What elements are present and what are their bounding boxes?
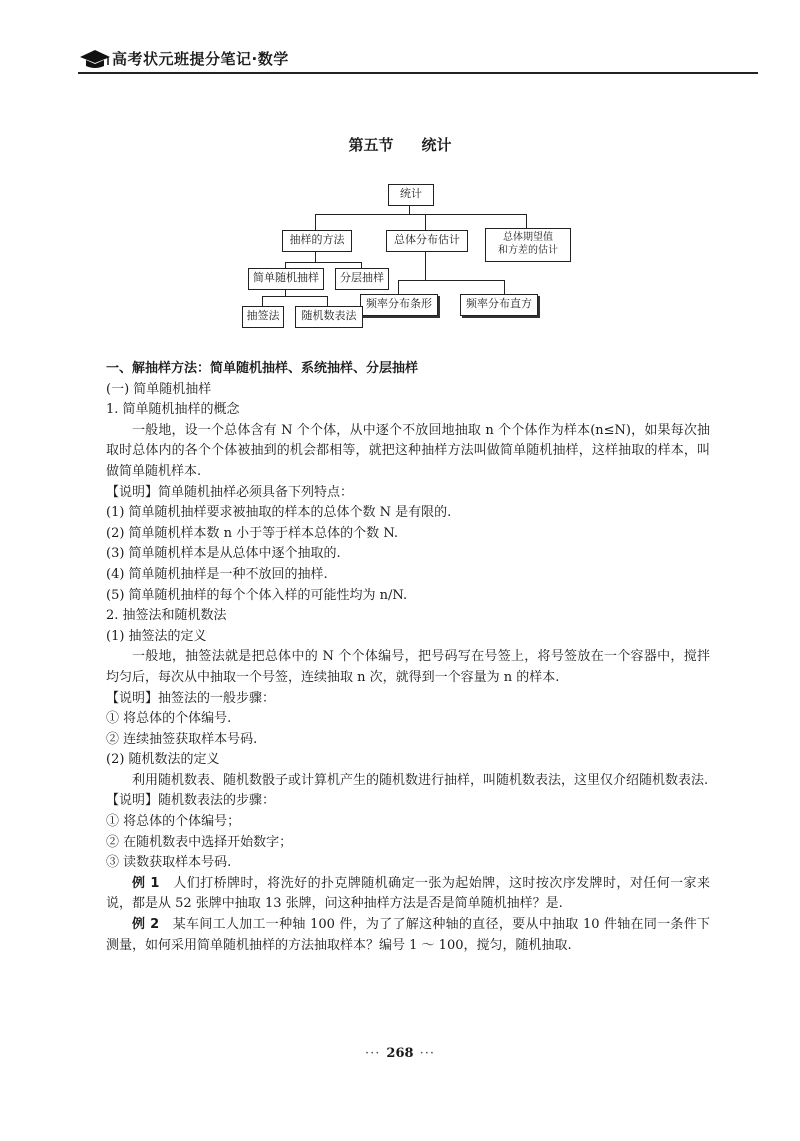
node-simple-random: 简单随机抽样 — [248, 268, 324, 290]
connector — [504, 280, 505, 294]
connector — [327, 296, 328, 306]
note-lottery-steps: 【说明】抽签法的一般步骤： — [106, 690, 276, 706]
lottery-step-1: ① 将总体的个体编号. — [106, 711, 232, 727]
connector — [262, 296, 263, 306]
section-title — [0, 134, 800, 155]
connector — [285, 262, 362, 263]
paragraph-lottery: 一般地，抽签法就是把总体中的 N 个个体编号，把号码写在号签上，将号签放在一个容器中，搅拌均匀后，每次从中抽取一个号签，连续抽取 n 次，就得到一个容量为 n 的样本. — [106, 649, 710, 685]
graduation-cap-icon — [78, 48, 112, 70]
example-2-label: 例 2 — [132, 917, 160, 933]
page-number-dots-left: ··· — [365, 1046, 381, 1061]
node-expectation-variance — [485, 228, 571, 262]
heading-sampling-methods: 一、解抽样方法：简单随机抽样、系统抽样、分层抽样 — [106, 361, 419, 376]
feature-3: (3) 简单随机样本是从总体中逐个抽取的. — [106, 546, 341, 562]
connector — [398, 280, 399, 294]
node-expectation-line1: 总体期望值 — [503, 232, 553, 243]
connector — [425, 214, 426, 230]
connector — [315, 214, 527, 215]
connector — [425, 250, 426, 280]
example-1 — [106, 874, 710, 915]
item-lottery-definition: (1) 抽签法的定义 — [106, 628, 207, 644]
subheading-simple-random: (一) 简单随机抽样 — [106, 381, 212, 397]
paragraph-definition: 一般地，设一个总体含有 N 个个体，从中逐个不放回地抽取 n 个个体作为样本(n≤N)，如果每次抽取时总体内的各个个体被抽到的机会都相等，就把这种抽样方法叫做简单随机抽样，这样抽取的样本，叫做简单随机样本. — [106, 422, 710, 479]
example-1-label: 例 1 — [132, 875, 160, 891]
node-statistics: 统计 — [388, 184, 434, 206]
node-lottery: 抽签法 — [242, 306, 284, 328]
main-text — [106, 359, 710, 956]
node-random-table: 随机数表法 — [295, 306, 363, 328]
connector — [398, 280, 505, 281]
page-number-value: 268 — [386, 1046, 414, 1061]
header-title: 高考状元班提分笔记·数学 — [112, 50, 289, 68]
feature-2: (2) 简单随机样本数 n 小于等于样本总体的个数 N. — [106, 525, 398, 541]
node-frequency-bar: 频率分布条形 — [360, 294, 438, 316]
node-stratified: 分层抽样 — [335, 268, 389, 290]
paragraph-random-table: 利用随机数表、随机数骰子或计算机产生的随机数进行抽样，叫随机数表法，这里仅介绍随机数表法. — [132, 772, 709, 788]
concept-diagram — [220, 182, 600, 332]
example-1-text: 人们打桥牌时，将洗好的扑克牌随机确定一张为起始牌，这时按次序发牌时，对任何一家来说，都是从 52 张牌中抽取 13 张牌，问这种抽样方法是否是简单随机抽样？是. — [106, 875, 710, 912]
feature-5: (5) 简单随机抽样的每个个体入样的可能性均为 n/N. — [106, 587, 408, 603]
item-concept: 1. 简单随机抽样的概念 — [106, 402, 240, 418]
node-frequency-histogram: 频率分布直方 — [460, 294, 538, 316]
page-number-dots-right: ··· — [419, 1046, 435, 1061]
lottery-step-2: ② 连续抽签获取样本号码. — [106, 731, 258, 747]
note-features: 【说明】简单随机抽样必须具备下列特点： — [106, 484, 354, 500]
running-header — [78, 46, 758, 76]
node-population-distribution: 总体分布估计 — [386, 230, 468, 252]
feature-4: (4) 简单随机抽样是一种不放回的抽样. — [106, 566, 328, 582]
item-lottery-random: 2. 抽签法和随机数法 — [106, 608, 227, 624]
connector — [262, 296, 328, 297]
page-number — [0, 1046, 800, 1061]
note-random-steps: 【说明】随机数表法的步骤： — [106, 793, 276, 809]
item-random-definition: (2) 随机数法的定义 — [106, 752, 220, 768]
header-rule — [78, 72, 758, 74]
feature-1: (1) 简单随机抽样要求被抽取的样本的总体个数 N 是有限的. — [106, 505, 452, 521]
section-label: 第五节 — [348, 136, 394, 154]
node-expectation-line2: 和方差的估计 — [498, 245, 558, 256]
node-sampling-methods: 抽样的方法 — [282, 230, 352, 252]
random-step-1: ① 将总体的个体编号； — [106, 814, 241, 830]
random-step-3: ③ 读数获取样本号码. — [106, 855, 232, 871]
connector — [315, 214, 316, 230]
example-2 — [106, 915, 710, 956]
example-2-text: 某车间工人加工一种轴 100 件，为了了解这种轴的直径，要从中抽取 10 件轴在同一条件下测量，如何采用简单随机抽样的方法抽取样本？编号 1 ～ 100，搅匀，随机抽取. — [106, 917, 710, 953]
section-name: 统计 — [421, 136, 452, 154]
random-step-2: ② 在随机数表中选择开始数字； — [106, 834, 293, 850]
